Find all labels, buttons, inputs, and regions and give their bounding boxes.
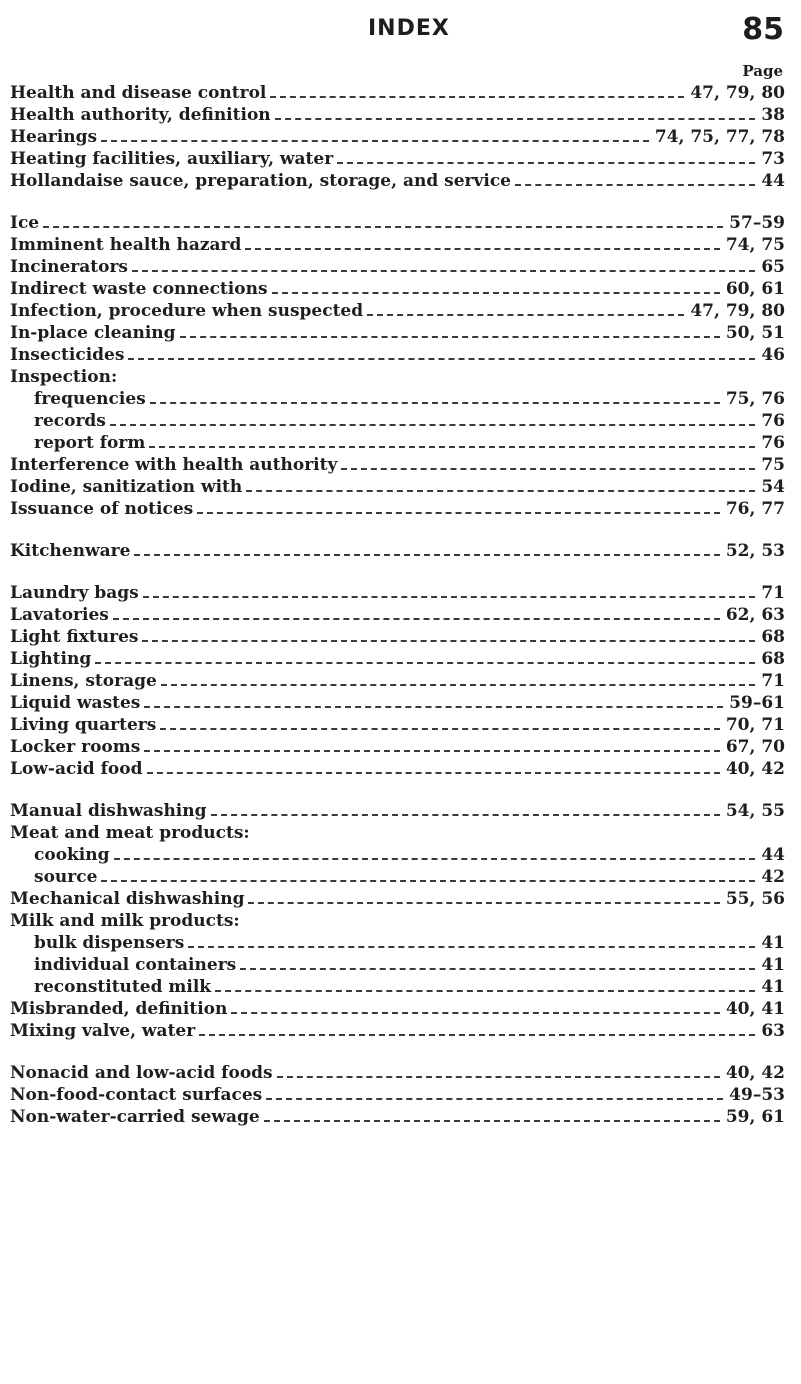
dot-leader (160, 728, 720, 730)
index-entry (10, 758, 785, 780)
index-page-refs: 42 (761, 867, 785, 887)
index-page-refs: 59, 61 (725, 1107, 785, 1127)
dot-leader (150, 402, 720, 404)
dot-leader (337, 162, 755, 164)
index-term: Manual dishwashing (10, 801, 207, 821)
index-page-refs: 68 (761, 627, 785, 647)
index-term: records (34, 411, 106, 431)
index-term: Health authority, definition (10, 105, 271, 125)
index-entry (10, 126, 785, 148)
dot-leader (188, 946, 755, 948)
index-term: Hollandaise sauce, preparation, storage, and service (10, 171, 511, 191)
index-page-refs: 76, 77 (725, 499, 785, 519)
dot-leader (143, 596, 756, 598)
index-page-refs: 50, 51 (725, 323, 785, 343)
index-term: Misbranded, definition (10, 999, 228, 1019)
index-term: report form (34, 433, 146, 453)
dot-leader (248, 902, 719, 904)
index-term: Interference with health authority (10, 455, 338, 475)
dot-leader (199, 1034, 755, 1036)
index-entry (10, 714, 785, 736)
dot-leader (367, 314, 684, 316)
index-page-refs: 74, 75 (725, 235, 785, 255)
index-page-refs: 67, 70 (725, 737, 785, 757)
index-term: Milk and milk products: (10, 911, 240, 931)
index-subentry (10, 844, 785, 866)
index-term: cooking (34, 845, 110, 865)
index-entry (10, 498, 785, 520)
index-term: Laundry bags (10, 583, 139, 603)
index-page-refs: 57–59 (729, 213, 785, 233)
dot-leader (277, 1076, 720, 1078)
dot-leader (161, 684, 756, 686)
index-page-refs: 44 (761, 171, 785, 191)
dot-leader (128, 358, 755, 360)
index-term: Imminent health hazard (10, 235, 242, 255)
dot-leader (113, 618, 720, 620)
index-entry (10, 998, 785, 1020)
dot-leader (245, 248, 719, 250)
dot-leader (43, 226, 723, 228)
index-term: Linens, storage (10, 671, 157, 691)
index-term: Non-food-contact surfaces (10, 1085, 263, 1105)
index-entry (10, 300, 785, 322)
dot-leader (211, 814, 720, 816)
index-page-refs: 71 (761, 671, 785, 691)
index-entry (10, 82, 785, 104)
page-number: 85 (742, 12, 784, 47)
index-page-refs: 74, 75, 77, 78 (654, 127, 785, 147)
index-term: Iodine, sanitization with (10, 477, 243, 497)
dot-leader (231, 1012, 719, 1014)
index-page-refs: 70, 71 (725, 715, 785, 735)
dot-leader (144, 750, 720, 752)
dot-leader (270, 96, 684, 98)
dot-leader (101, 880, 755, 882)
index-page-refs: 54 (761, 477, 785, 497)
index-page-refs: 71 (761, 583, 785, 603)
dot-leader (149, 446, 755, 448)
index-term: individual containers (34, 955, 237, 975)
index-page-refs: 40, 41 (725, 999, 785, 1019)
dot-leader (264, 1120, 720, 1122)
index-entry (10, 582, 785, 604)
index-term: Meat and meat products: (10, 823, 250, 843)
index-page-refs: 63 (761, 1021, 785, 1041)
index-group (10, 540, 785, 562)
index-entry (10, 800, 785, 822)
dot-leader (515, 184, 755, 186)
index-term: Insecticides (10, 345, 125, 365)
index-page-refs: 75, 76 (725, 389, 785, 409)
index-term: source (34, 867, 98, 887)
index-entry (10, 540, 785, 562)
index-entry (10, 670, 785, 692)
index-term: Mechanical dishwashing (10, 889, 245, 909)
index-page-refs: 44 (761, 845, 785, 865)
index-term: Hearings (10, 127, 98, 147)
dot-leader (266, 1098, 723, 1100)
index-entry (10, 822, 785, 844)
index-subentry (10, 932, 785, 954)
index-entry (10, 170, 785, 192)
index-entry (10, 476, 785, 498)
index-term: In-place cleaning (10, 323, 176, 343)
index-page-refs: 76 (761, 411, 785, 431)
index-subentry (10, 976, 785, 998)
index-entry (10, 1020, 785, 1042)
dot-leader (101, 140, 649, 142)
index-group (10, 800, 785, 1042)
index-term: Ice (10, 213, 40, 233)
index-group (10, 582, 785, 780)
index-term: frequencies (34, 389, 146, 409)
index-page-refs: 40, 42 (725, 1063, 785, 1083)
index-term: Indirect waste connections (10, 279, 268, 299)
index-term: Living quarters (10, 715, 157, 735)
dot-leader (144, 706, 723, 708)
index-entry (10, 104, 785, 126)
dot-leader (134, 554, 719, 556)
index-entry (10, 1106, 785, 1128)
index-term: Incinerators (10, 257, 128, 277)
page-column-heading: Page (742, 62, 783, 80)
index-entry (10, 1062, 785, 1084)
index-entry (10, 736, 785, 758)
index-subentry (10, 954, 785, 976)
page-header (0, 12, 801, 52)
index-page-refs: 76 (761, 433, 785, 453)
index-entry (10, 234, 785, 256)
index-page-refs: 47, 79, 80 (690, 301, 785, 321)
index-entry (10, 322, 785, 344)
page-title: INDEX (368, 16, 450, 41)
index-term: Low-acid food (10, 759, 143, 779)
index-term: Locker rooms (10, 737, 141, 757)
index-term: Liquid wastes (10, 693, 141, 713)
index-entry (10, 888, 785, 910)
index-term: Light fixtures (10, 627, 139, 647)
dot-leader (275, 118, 756, 120)
index-subentry (10, 866, 785, 888)
index-page-refs: 65 (761, 257, 785, 277)
index-entry (10, 1084, 785, 1106)
index-page-refs: 40, 42 (725, 759, 785, 779)
index-entry (10, 344, 785, 366)
dot-leader (197, 512, 720, 514)
index-page-refs: 46 (761, 345, 785, 365)
dot-leader (132, 270, 755, 272)
index-page-refs: 47, 79, 80 (690, 83, 785, 103)
dot-leader (341, 468, 755, 470)
index-term: Inspection: (10, 367, 118, 387)
index-entry (10, 692, 785, 714)
dot-leader (272, 292, 720, 294)
index-page-refs: 41 (761, 955, 785, 975)
dot-leader (142, 640, 755, 642)
index-entry (10, 454, 785, 476)
index-page-refs: 52, 53 (725, 541, 785, 561)
dot-leader (95, 662, 755, 664)
index-list (10, 82, 785, 1148)
index-subentry (10, 388, 785, 410)
dot-leader (240, 968, 755, 970)
dot-leader (246, 490, 755, 492)
index-entry (10, 366, 785, 388)
index-term: Lavatories (10, 605, 109, 625)
index-entry (10, 148, 785, 170)
index-term: Lighting (10, 649, 92, 669)
index-term: bulk dispensers (34, 933, 185, 953)
index-term: Non-water-carried sewage (10, 1107, 260, 1127)
index-page-refs: 41 (761, 977, 785, 997)
index-term: Nonacid and low-acid foods (10, 1063, 273, 1083)
dot-leader (147, 772, 720, 774)
index-entry (10, 278, 785, 300)
index-entry (10, 256, 785, 278)
index-page-refs: 62, 63 (725, 605, 785, 625)
index-entry (10, 626, 785, 648)
index-page-refs: 38 (761, 105, 785, 125)
index-term: Issuance of notices (10, 499, 194, 519)
index-entry (10, 910, 785, 932)
index-group (10, 82, 785, 192)
index-page-refs: 54, 55 (725, 801, 785, 821)
index-term: Health and disease control (10, 83, 267, 103)
index-term: reconstituted milk (34, 977, 212, 997)
index-term: Mixing valve, water (10, 1021, 196, 1041)
dot-leader (114, 858, 756, 860)
index-entry (10, 604, 785, 626)
index-entry (10, 648, 785, 670)
index-group (10, 1062, 785, 1128)
index-page-refs: 60, 61 (725, 279, 785, 299)
index-page-refs: 55, 56 (725, 889, 785, 909)
index-page-refs: 59–61 (729, 693, 785, 713)
index-page-refs: 68 (761, 649, 785, 669)
index-term: Heating facilities, auxiliary, water (10, 149, 334, 169)
index-term: Kitchenware (10, 541, 131, 561)
index-page-refs: 41 (761, 933, 785, 953)
index-page-refs: 75 (761, 455, 785, 475)
dot-leader (180, 336, 720, 338)
index-subentry (10, 410, 785, 432)
index-page-refs: 73 (761, 149, 785, 169)
index-subentry (10, 432, 785, 454)
index-term: Infection, procedure when suspected (10, 301, 364, 321)
index-page-refs: 49–53 (729, 1085, 785, 1105)
dot-leader (215, 990, 755, 992)
index-entry (10, 212, 785, 234)
index-group (10, 212, 785, 520)
dot-leader (110, 424, 755, 426)
